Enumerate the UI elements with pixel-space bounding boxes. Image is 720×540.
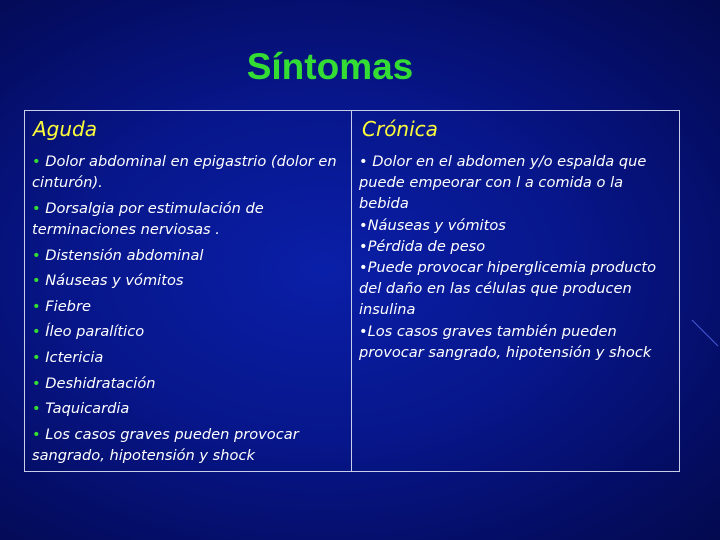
list-item: •Pérdida de peso: [359, 237, 486, 255]
bullet-icon: •: [32, 297, 46, 315]
bullet-icon: •: [32, 199, 46, 217]
list-item: • Náuseas y vómitos: [32, 272, 184, 290]
bullet-icon: •: [32, 348, 46, 366]
bullet-icon: •: [359, 216, 368, 234]
list-item: • Dolor en el abdomen y/o espalda que puede empeorar con l a comida o la bebida: [359, 153, 647, 213]
column-header-cronica: Crónica: [362, 117, 438, 141]
symptom-list-aguda: [32, 151, 347, 471]
decorative-line: [690, 318, 720, 348]
list-item: • Dolor abdominal en epigastrio (dolor en cinturón).: [32, 153, 337, 192]
list-item: • Fiebre: [32, 297, 91, 315]
bullet-icon: •: [32, 400, 46, 418]
list-item: •Náuseas y vómitos: [359, 216, 506, 234]
list-item: • Los casos graves pueden provocar sangrado, hipotensión y shock: [32, 425, 299, 464]
symptom-list-cronica: [359, 151, 675, 363]
bullet-icon: •: [359, 153, 373, 170]
bullet-icon: •: [32, 323, 46, 341]
column-header-aguda: Aguda: [33, 117, 98, 141]
column-cronica: [351, 111, 679, 471]
bullet-icon: •: [359, 237, 368, 255]
bullet-icon: •: [32, 246, 46, 264]
bullet-icon: •: [32, 272, 46, 290]
list-item: •Puede provocar hiperglicemia producto del daño en las células que producen insulina: [359, 259, 657, 319]
list-item: •Los casos graves también pueden provocar sangrado, hipotensión y shock: [359, 322, 652, 361]
list-item: • Deshidratación: [32, 374, 156, 392]
list-item: • Ictericia: [32, 348, 104, 366]
list-item: • Dorsalgia por estimulación de terminaciones nerviosas .: [32, 199, 264, 238]
symptoms-table: [24, 110, 680, 472]
bullet-icon: •: [32, 425, 46, 443]
list-item: • Íleo paralítico: [32, 323, 145, 341]
bullet-icon: •: [359, 259, 368, 277]
list-item: • Taquicardia: [32, 400, 130, 418]
bullet-icon: •: [32, 374, 46, 392]
slide-title: Síntomas: [246, 46, 414, 87]
bullet-icon: •: [359, 322, 368, 340]
list-item: • Distensión abdominal: [32, 246, 204, 264]
bullet-icon: •: [32, 153, 46, 170]
column-aguda: [25, 111, 351, 471]
